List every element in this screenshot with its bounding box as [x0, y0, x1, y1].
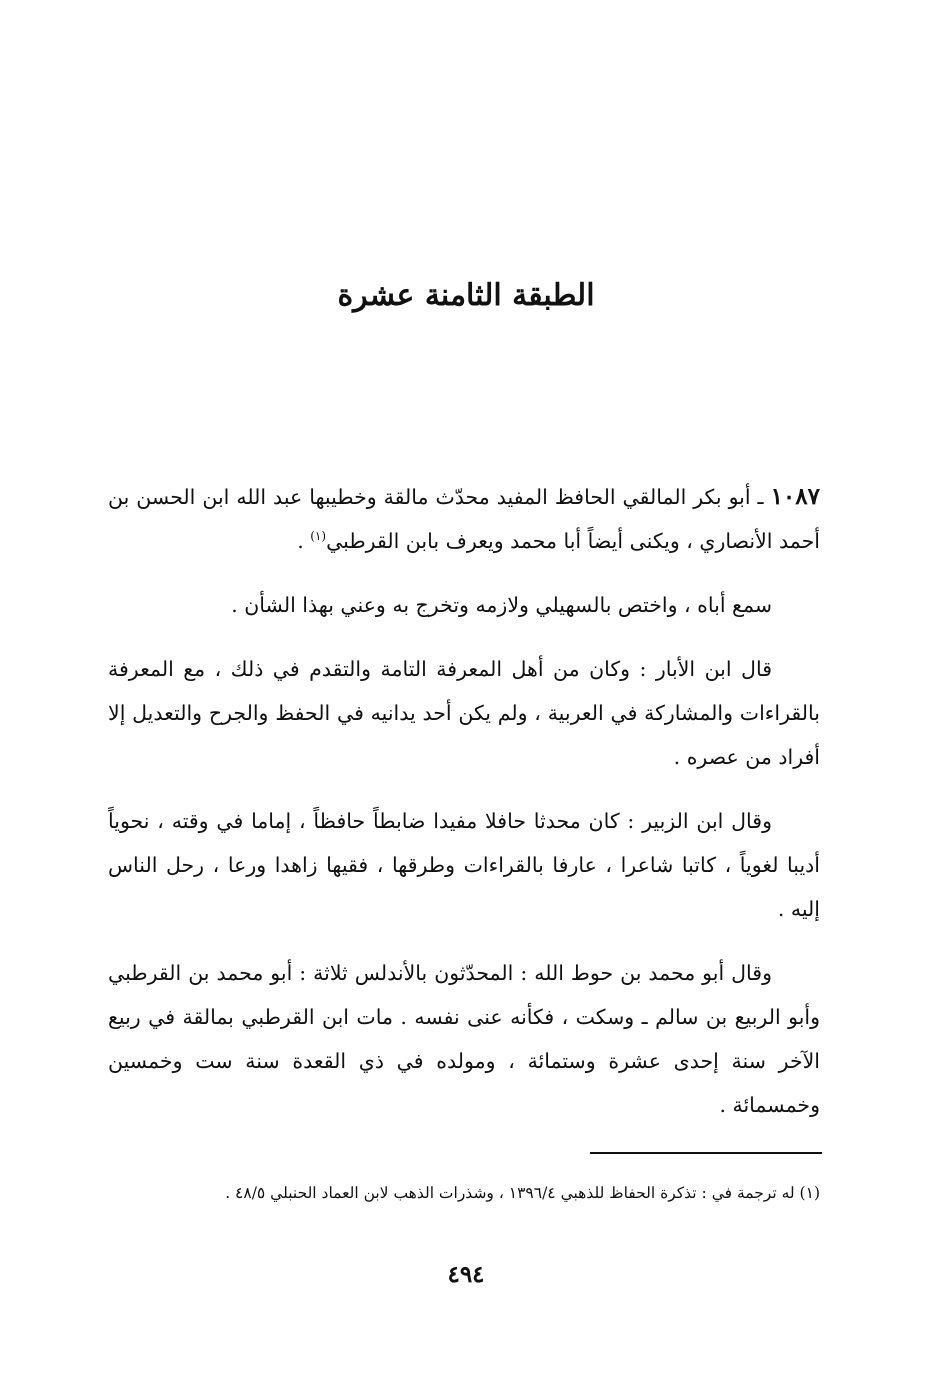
entry-paragraph-1-end: .	[297, 529, 311, 553]
footnote-reference: (١)	[310, 529, 327, 544]
chapter-title: الطبقة الثامنة عشرة	[337, 278, 595, 313]
entry-body	[108, 475, 820, 1147]
entry-number: ١٠٨٧	[770, 483, 820, 510]
entry-paragraph-5: وقال أبو محمد بن حوط الله : المحدّثون بالأندلس ثلاثة : أبو محمد بن القرطبي وأبو الربيع بن سالم ـ وسكت ، فكأنه عنى نفسه . مات ابن القرطبي بمالقة في ربيع الآخر سنة إحدى عشرة وستمائة ، ومولده في ذي القعدة سنة ست وخمسين وخمسمائة .	[108, 961, 820, 1117]
entry-paragraph-4: وقال ابن الزبير : كان محدثا حافلا مفيدا ضابطاً حافظاً ، إماما في وقته ، نحوياً أديبا لغوياً ، كاتبا شاعرا ، عارفا بالقراءات وطرقها ، فقيها زاهدا ورعا ، رحل الناس إليه .	[108, 809, 820, 921]
footnote-divider	[590, 1152, 822, 1154]
page-number: ٤٩٤	[447, 1261, 485, 1288]
entry-paragraph-1	[108, 475, 820, 563]
entry-paragraph-3: قال ابن الأبار : وكان من أهل المعرفة التامة والتقدم في ذلك ، مع المعرفة بالقراءات والمشاركة في العربية ، ولم يكن أحد يدانيه في الحفظ والجرح والتعديل إلا أفراد من عصره .	[108, 657, 820, 769]
entry-paragraph-2: سمع أباه ، واختص بالسهيلي ولازمه وتخرج به وعني بهذا الشأن .	[231, 593, 772, 617]
footnote: (١) له ترجمة في : تذكرة الحفاظ للذهبي ١٣٩٦/٤ ، وشذرات الذهب لابن العماد الحنبلي ٤٨/٥ .	[225, 1184, 820, 1202]
entry-paragraph-1-text: ـ أبو بكر المالقي الحافظ المفيد محدّث مالقة وخطيبها عبد الله ابن الحسن بن أحمد الأنصاري ، ويكنى أيضاً أبا محمد ويعرف بابن القرطبي	[108, 485, 820, 553]
